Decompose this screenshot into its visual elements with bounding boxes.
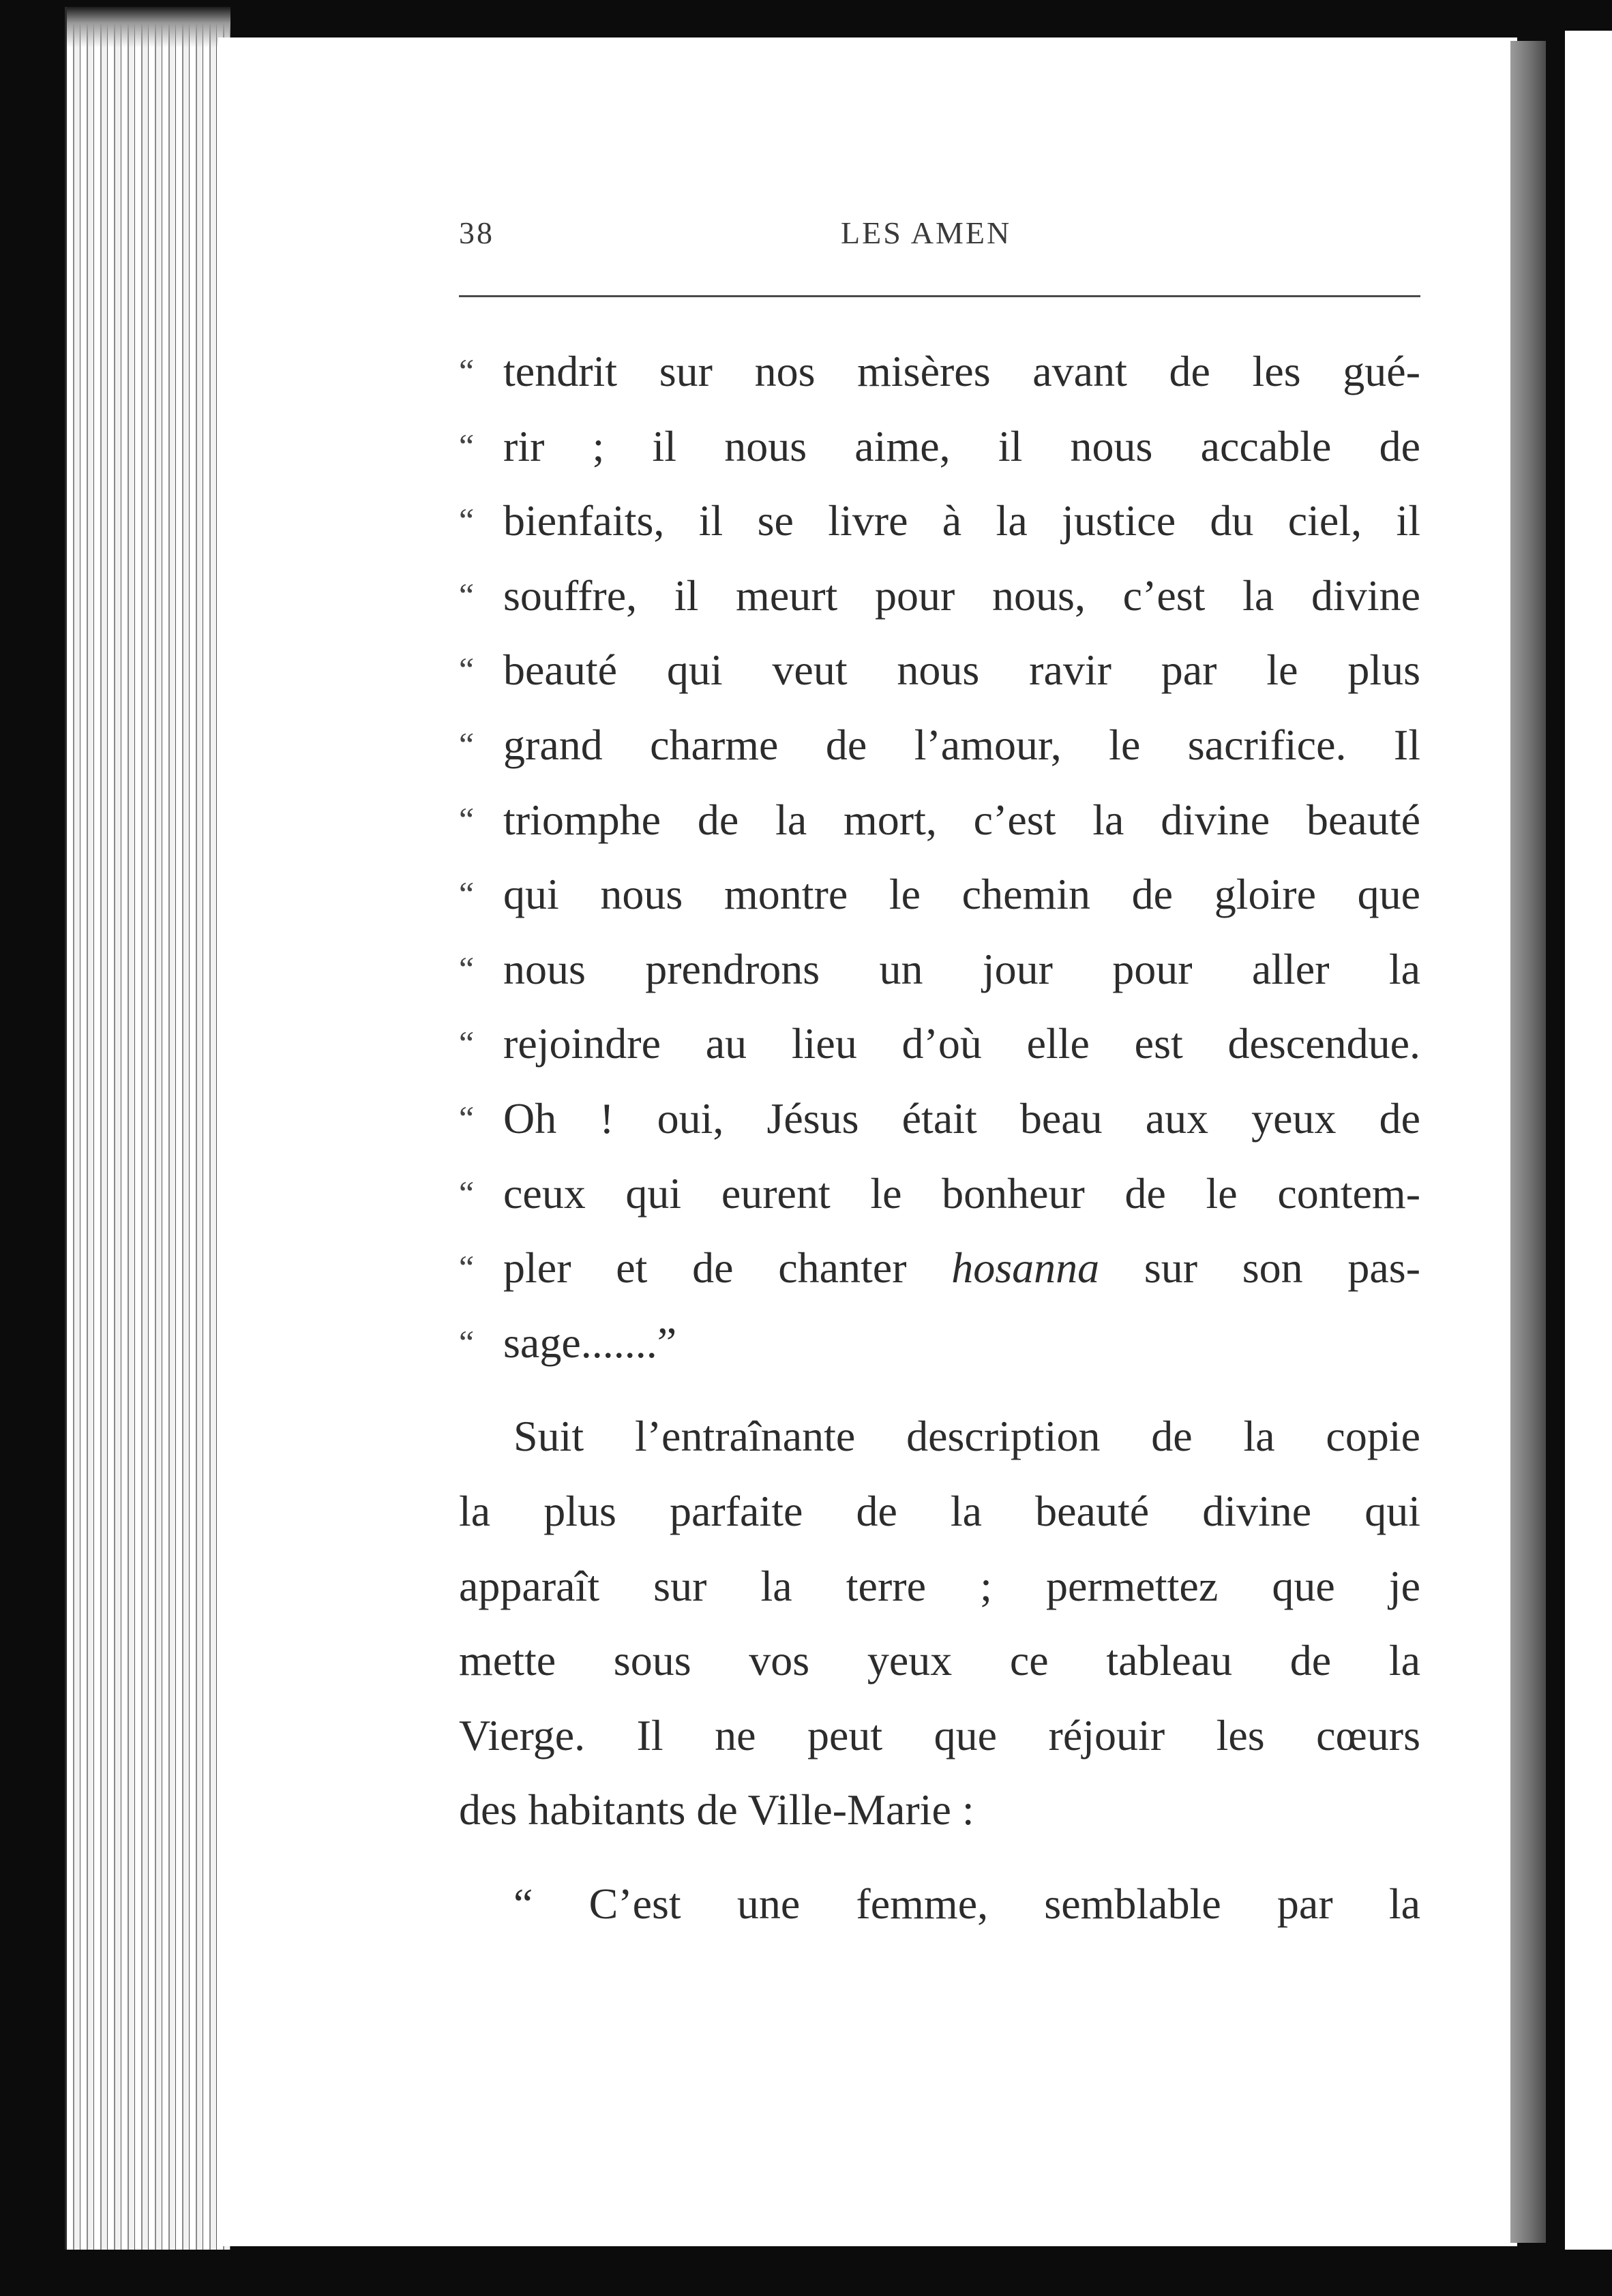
- line-text: rejoindre au lieu d’où elle est descendue.: [503, 1019, 1420, 1068]
- text-line: [459, 1549, 1420, 1624]
- quote-mark: “: [459, 1248, 475, 1287]
- line-text: Oh ! oui, Jésus était beau aux yeux de: [503, 1093, 1420, 1143]
- quoted-passage: [459, 334, 1420, 1230]
- line-text: la plus parfaite de la beauté divine qui: [459, 1486, 1420, 1535]
- text-line: [459, 409, 1420, 484]
- line-text: grand charme de l’amour, le sacrifice. Il: [503, 720, 1420, 769]
- text-line: [459, 1474, 1420, 1549]
- quote-mark: “: [459, 352, 475, 390]
- page-number: 38: [459, 215, 494, 250]
- page-header: [459, 208, 1420, 262]
- text-line: [459, 558, 1420, 633]
- running-title: LES AMEN: [841, 215, 1012, 250]
- text-line: [459, 1623, 1420, 1698]
- line-text-start: pler et de chanter: [503, 1243, 952, 1293]
- text-line: [459, 1081, 1420, 1156]
- text-line: [459, 633, 1420, 708]
- line-text: bienfaits, il se livre à la justice du ciel, il: [503, 496, 1420, 545]
- text-line: [459, 483, 1420, 558]
- facing-page-edge: [1565, 31, 1612, 2253]
- quote-mark: “: [459, 501, 475, 540]
- text-line: [459, 1156, 1420, 1231]
- line-text: Vierge. Il ne peut que réjouir les cœurs: [459, 1710, 1420, 1759]
- quote-mark: “: [459, 800, 475, 839]
- text-line: [459, 708, 1420, 783]
- quote-mark: “: [459, 949, 475, 988]
- text-line: [459, 334, 1420, 409]
- line-text: “ C’est une femme, semblable par la: [513, 1879, 1420, 1928]
- line-text: apparaît sur la terre ; permettez que je: [459, 1561, 1420, 1610]
- line-text: des habitants de Ville-Marie :: [459, 1785, 974, 1834]
- quote-mark: “: [459, 1024, 475, 1063]
- line-text: Suit l’entraînante description de la copie: [513, 1412, 1420, 1461]
- quote-mark: “: [459, 1098, 475, 1137]
- text-line: [459, 1867, 1420, 1942]
- text-line: [459, 932, 1420, 1007]
- quote-mark: “: [459, 575, 475, 614]
- line-text: triomphe de la mort, c’est la divine beauté: [503, 795, 1420, 844]
- line-text-end: sur son pas-: [1099, 1243, 1421, 1293]
- text-line: [459, 1772, 1420, 1847]
- text-line: [459, 1698, 1420, 1773]
- line-text: nous prendrons un jour pour aller la: [503, 944, 1420, 993]
- text-line: [459, 1006, 1420, 1081]
- line-text: souffre, il meurt pour nous, c’est la divine: [503, 571, 1420, 620]
- line-text: rir ; il nous aime, il nous accable de: [503, 421, 1420, 470]
- header-rule: [459, 295, 1420, 297]
- page-body: [459, 334, 1420, 1941]
- line-text: ceux qui eurent le bonheur de le contem-: [503, 1168, 1420, 1218]
- scan-bottom-border: [0, 2250, 1612, 2296]
- paragraph-gap: [459, 1380, 1420, 1399]
- quote-mark: “: [459, 725, 475, 764]
- text-line: [459, 1305, 1420, 1380]
- text-line: [459, 1230, 1420, 1305]
- text-line: [459, 1399, 1420, 1474]
- book-page-edges: [65, 7, 230, 2284]
- quote-mark: “: [459, 650, 475, 689]
- quote-mark: “: [459, 875, 475, 913]
- paragraph-gap: [459, 1847, 1420, 1867]
- quote-mark: “: [459, 1173, 475, 1212]
- line-text: qui nous montre le chemin de gloire que: [503, 870, 1420, 919]
- line-text: sage.......”: [503, 1318, 677, 1367]
- book-gutter-edge: [1510, 41, 1546, 2243]
- italic-word: hosanna: [951, 1243, 1100, 1293]
- line-text: beauté qui veut nous ravir par le plus: [503, 646, 1420, 695]
- paragraph: [459, 1399, 1420, 1847]
- text-line: [459, 857, 1420, 932]
- text-line: [459, 783, 1420, 858]
- quote-mark: “: [459, 426, 475, 465]
- line-text: tendrit sur nos misères avant de les gué-: [503, 347, 1420, 395]
- quote-mark: “: [459, 1323, 475, 1361]
- line-text: [503, 1230, 1420, 1305]
- line-text: mette sous vos yeux ce tableau de la: [459, 1636, 1420, 1685]
